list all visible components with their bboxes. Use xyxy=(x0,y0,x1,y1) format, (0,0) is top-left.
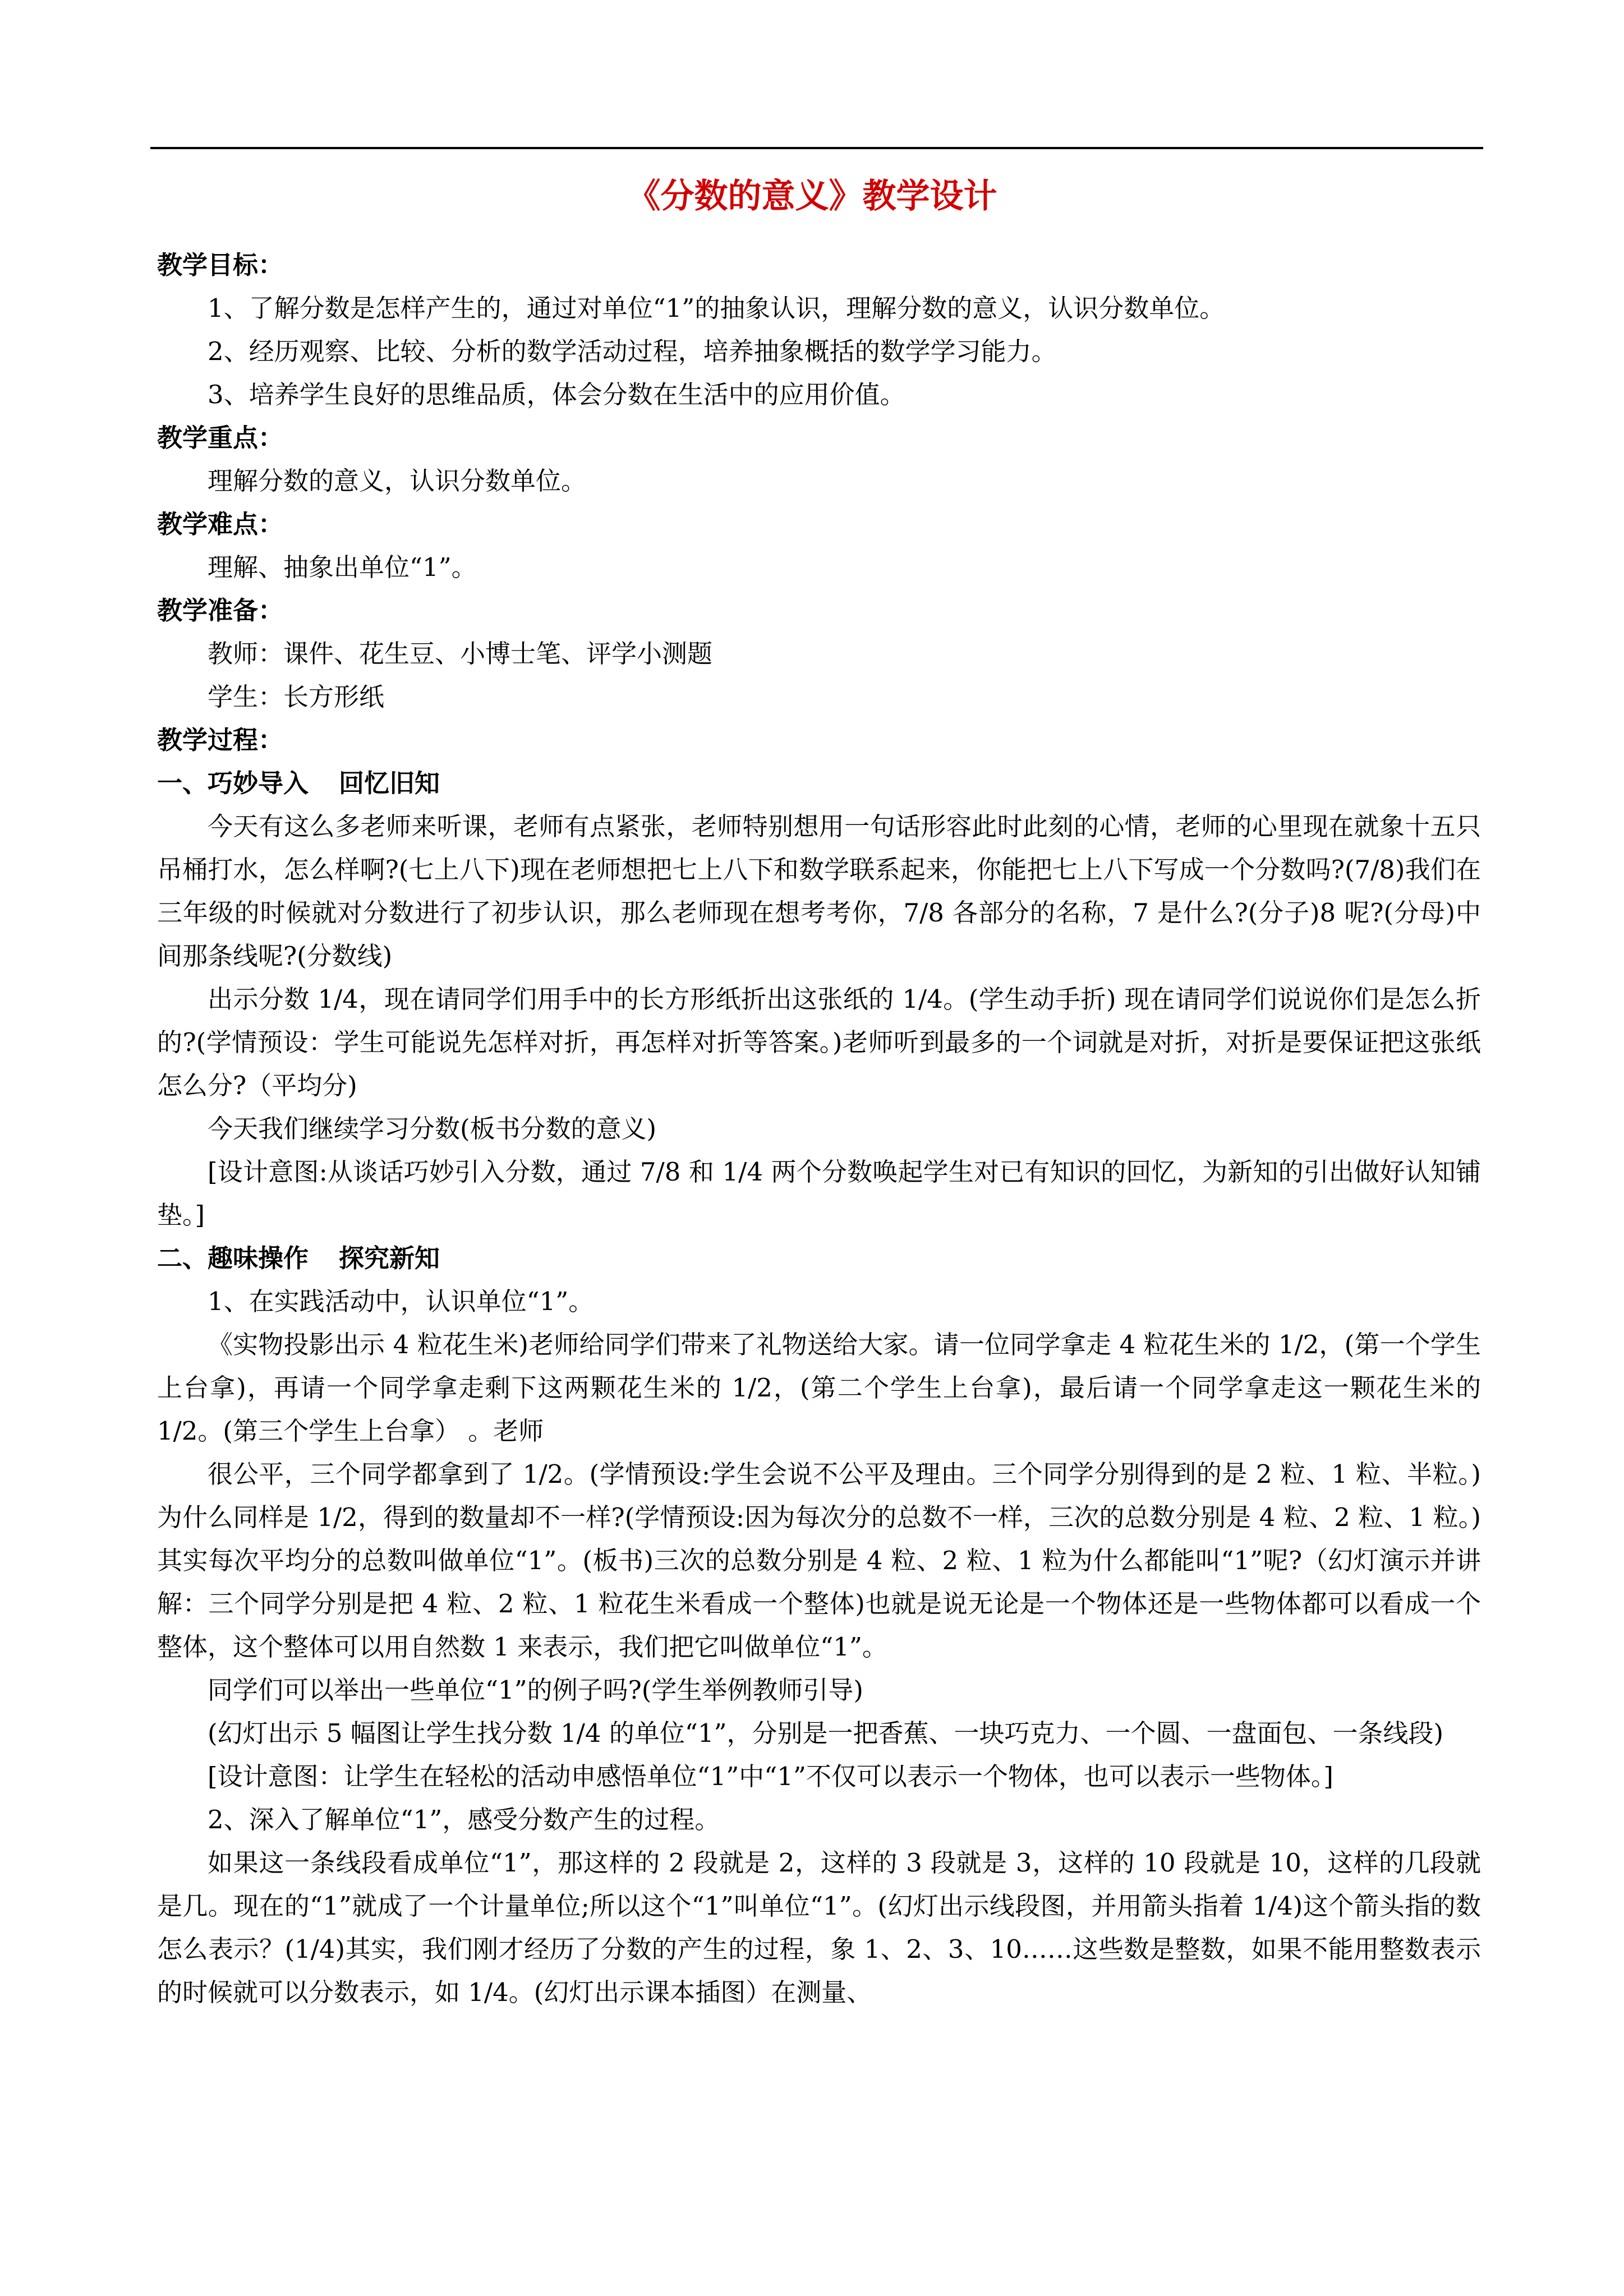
paragraph: 2、深入了解单位“1”，感受分数产生的过程。 xyxy=(208,1805,720,1834)
key-points-text: 理解分数的意义，认识分数单位。 xyxy=(208,466,587,496)
goal-item: 3、培养学生良好的思维品质，体会分数在生活中的应用价值。 xyxy=(208,380,905,409)
preparation-heading: 教学准备： xyxy=(157,596,284,625)
section-1-title: 回忆旧知 xyxy=(339,768,440,798)
header-rule xyxy=(150,147,1483,149)
paragraph: 很公平，三个同学都拿到了 1/2。(学情预设:学生会说不公平及理由。三个同学分别得到的是 2 粒、1 粒、半粒。)为什么同样是 1/2，得到的数量却不一样?(学情预设:因为每次分的总数不一样，三次的总数分别是 4 粒、2 粒、1 粒。)其实每次平均分的总数叫做单位“1”。(板书)三次的总数分别是 4 粒、2 粒、1 粒为什么都能叫“1”呢?（幻灯演示并讲解：三个同学分别是把 4 粒、2 粒、1 粒花生米看成一个整体)也就是说无论是一个物体还是一些物体都可以看成一个整体，这个整体可以用自然数 1 来表示，我们把它叫做单位“1”。 xyxy=(157,1459,1481,1662)
difficulties-text: 理解、抽象出单位“1”。 xyxy=(208,552,477,582)
paragraph: 今天有这么多老师来听课，老师有点紧张，老师特别想用一句话形容此时此刻的心情，老师的心里现在就象十五只吊桶打水，怎么样啊?(七上八下)现在老师想把七上八下和数学联系起来，你能把七上八下写成一个分数吗?(7/8)我们在三年级的时候就对分数进行了初步认识，那么老师现在想考考你，7/8 各部分的名称，7 是什么?(分子)8 呢?(分母)中间那条线呢?(分数线) xyxy=(157,812,1481,971)
section-1-number: 一、巧妙导入 xyxy=(157,768,309,798)
design-intent-note: [设计意图:从谈话巧妙引入分数，通过 7/8 和 1/4 两个分数唤起学生对已有知识的回忆，为新知的引出做好认知铺垫。] xyxy=(157,1157,1481,1230)
paragraph: 《实物投影出示 4 粒花生米)老师给同学们带来了礼物送给大家。请一位同学拿走 4 粒花生米的 1/2，(第一个学生上台拿)，再请一个同学拿走剩下这两颗花生米的 1/2，(第二个学生上台拿)，最后请一个同学拿走这一颗花生米的 1/2。(第三个学生上台拿） 。老师 xyxy=(157,1330,1481,1446)
preparation-teacher: 教师：课件、花生豆、小博士笔、评学小测题 xyxy=(208,639,713,668)
paragraph: (幻灯出示 5 幅图让学生找分数 1/4 的单位“1”，分别是一把香蕉、一块巧克力、一个圆、一盘面包、一条线段) xyxy=(208,1718,1444,1748)
paragraph: 出示分数 1/4，现在请同学们用手中的长方形纸折出这张纸的 1/4。(学生动手折) 现在请同学们说说你们是怎么折的?(学情预设：学生可能说先怎样对折，再怎样对折等答案。)老师听到最多的一个词就是对折，对折是要保证把这张纸怎么分?（平均分) xyxy=(157,984,1481,1100)
goals-heading: 教学目标： xyxy=(157,250,284,280)
section-2-number: 二、趣味操作 xyxy=(157,1243,309,1273)
key-points-heading: 教学重点： xyxy=(157,423,284,453)
preparation-student: 学生：长方形纸 xyxy=(208,682,385,712)
paragraph: 如果这一条线段看成单位“1”，那这样的 2 段就是 2，这样的 3 段就是 3，这样的 10 段就是 10，这样的几段就是几。现在的“1”就成了一个计量单位;所以这个“1”叫单位“1”。(幻灯出示线段图，并用箭头指着 1/4)这个箭头指的数怎么表示？(1/4)其实，我们刚才经历了分数的产生的过程，象 1、2、3、10……这些数是整数，如果不能用整数表示的时候就可以分数表示，如 1/4。(幻灯出示课本插图）在测量、 xyxy=(157,1848,1481,2007)
section-2-heading xyxy=(157,1237,1481,1280)
section-2-title: 探究新知 xyxy=(339,1243,440,1273)
document-title: 《分数的意义》教学设计 xyxy=(627,177,997,216)
process-heading: 教学过程： xyxy=(157,725,284,755)
difficulties-heading: 教学难点： xyxy=(157,509,284,539)
section-1-heading xyxy=(157,762,1481,805)
goal-item: 2、经历观察、比较、分析的数学活动过程，培养抽象概括的数学学习能力。 xyxy=(208,336,1057,366)
design-intent-note: [设计意图：让学生在轻松的活动申感悟单位“1”中“1”不仅可以表示一个物体，也可以表示一些物体。] xyxy=(208,1762,1333,1791)
paragraph: 今天我们继续学习分数(板书分数的意义) xyxy=(208,1114,657,1144)
paragraph: 1、在实践活动中，认识单位“1”。 xyxy=(208,1287,594,1316)
goal-item: 1、了解分数是怎样产生的，通过对单位“1”的抽象认识，理解分数的意义，认识分数单位。 xyxy=(208,293,1225,323)
paragraph: 同学们可以举出一些单位“1”的例子吗?(学生举例教师引导) xyxy=(208,1675,863,1705)
document-body xyxy=(157,243,1481,2014)
